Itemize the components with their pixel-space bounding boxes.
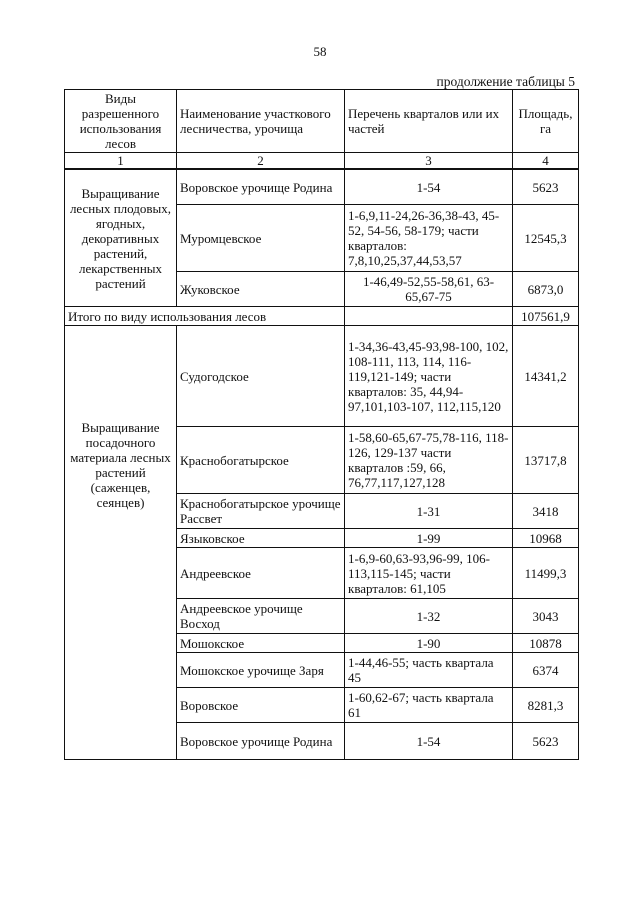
area-cell: 6873,0: [513, 272, 579, 307]
column-number: 4: [513, 153, 579, 170]
table-row: [65, 326, 579, 427]
forestry-name-cell: Воровское урочище Родина: [177, 723, 345, 760]
area-cell: 13717,8: [513, 427, 579, 494]
area-cell: 10878: [513, 634, 579, 653]
column-number: 1: [65, 153, 177, 170]
area-cell: 10968: [513, 529, 579, 548]
quarters-cell: 1-6,9,11-24,26-36,38-43, 45-52, 54-56, 58-179; части кварталов: 7,8,10,25,37,44,53,57: [345, 205, 513, 272]
table-header-row: [65, 90, 579, 153]
quarters-cell: 1-60,62-67; часть квартала 61: [345, 688, 513, 723]
header-area: Площадь, га: [513, 90, 579, 153]
area-cell: 8281,3: [513, 688, 579, 723]
quarters-cell: 1-90: [345, 634, 513, 653]
quarters-cell: 1-99: [345, 529, 513, 548]
quarters-cell: 1-44,46-55; часть квартала 45: [345, 653, 513, 688]
quarters-cell: 1-6,9-60,63-93,96-99, 106-113,115-145; части кварталов: 61,105: [345, 548, 513, 599]
forestry-name-cell: Краснобогатырское урочище Рассвет: [177, 494, 345, 529]
area-cell: 14341,2: [513, 326, 579, 427]
header-forestry-name: Наименование участкового лесничества, урочища: [177, 90, 345, 153]
area-cell: 5623: [513, 723, 579, 760]
total-row: [65, 307, 579, 326]
forestry-name-cell: Языковское: [177, 529, 345, 548]
total-empty-cell: [345, 307, 513, 326]
quarters-cell: 1-46,49-52,55-58,61, 63-65,67-75: [345, 272, 513, 307]
forest-use-table: [64, 89, 579, 760]
area-cell: 12545,3: [513, 205, 579, 272]
quarters-cell: 1-34,36-43,45-93,98-100, 102, 108-111, 113, 114, 116-119,121-149; части кварталов: 35, 44,94-97,101,103-107, 112,115,120: [345, 326, 513, 427]
header-use-type: Виды разрешенного использования лесов: [65, 90, 177, 153]
quarters-cell: 1-54: [345, 169, 513, 205]
quarters-cell: 1-54: [345, 723, 513, 760]
column-numbers-row: [65, 153, 579, 170]
quarters-cell: 1-31: [345, 494, 513, 529]
forestry-name-cell: Муромцевское: [177, 205, 345, 272]
forestry-name-cell: Краснобогатырское: [177, 427, 345, 494]
forestry-name-cell: Воровское: [177, 688, 345, 723]
forestry-name-cell: Мошокское урочище Заря: [177, 653, 345, 688]
area-cell: 3043: [513, 599, 579, 634]
total-label: Итого по виду использования лесов: [65, 307, 345, 326]
use-type-cell: [65, 326, 177, 760]
table-continuation-label: продолжение таблицы 5: [436, 74, 575, 89]
forestry-name-cell: Андреевское урочище Восход: [177, 599, 345, 634]
quarters-cell: 1-32: [345, 599, 513, 634]
use-type-cell: Выращивание лесных плодовых, ягодных, декоративных растений, лекарственных растений: [65, 169, 177, 307]
total-value: 107561,9: [513, 307, 579, 326]
forestry-name-cell: Воровское урочище Родина: [177, 169, 345, 205]
area-cell: 3418: [513, 494, 579, 529]
use-type-text: Выращивание посадочного материала лесных растений (саженцев, сеянцев): [70, 420, 171, 510]
area-cell: 11499,3: [513, 548, 579, 599]
forestry-name-cell: Судогодское: [177, 326, 345, 427]
header-quarters: Перечень кварталов или их частей: [345, 90, 513, 153]
forestry-name-cell: Жуковское: [177, 272, 345, 307]
page-number: 58: [313, 44, 327, 59]
area-cell: 6374: [513, 653, 579, 688]
area-cell: 5623: [513, 169, 579, 205]
column-number: 3: [345, 153, 513, 170]
column-number: 2: [177, 153, 345, 170]
table-row: [65, 169, 579, 205]
quarters-cell: 1-58,60-65,67-75,78-116, 118-126, 129-137 части кварталов :59, 66, 76,77,117,127,128: [345, 427, 513, 494]
forestry-name-cell: Мошокское: [177, 634, 345, 653]
forestry-name-cell: Андреевское: [177, 548, 345, 599]
